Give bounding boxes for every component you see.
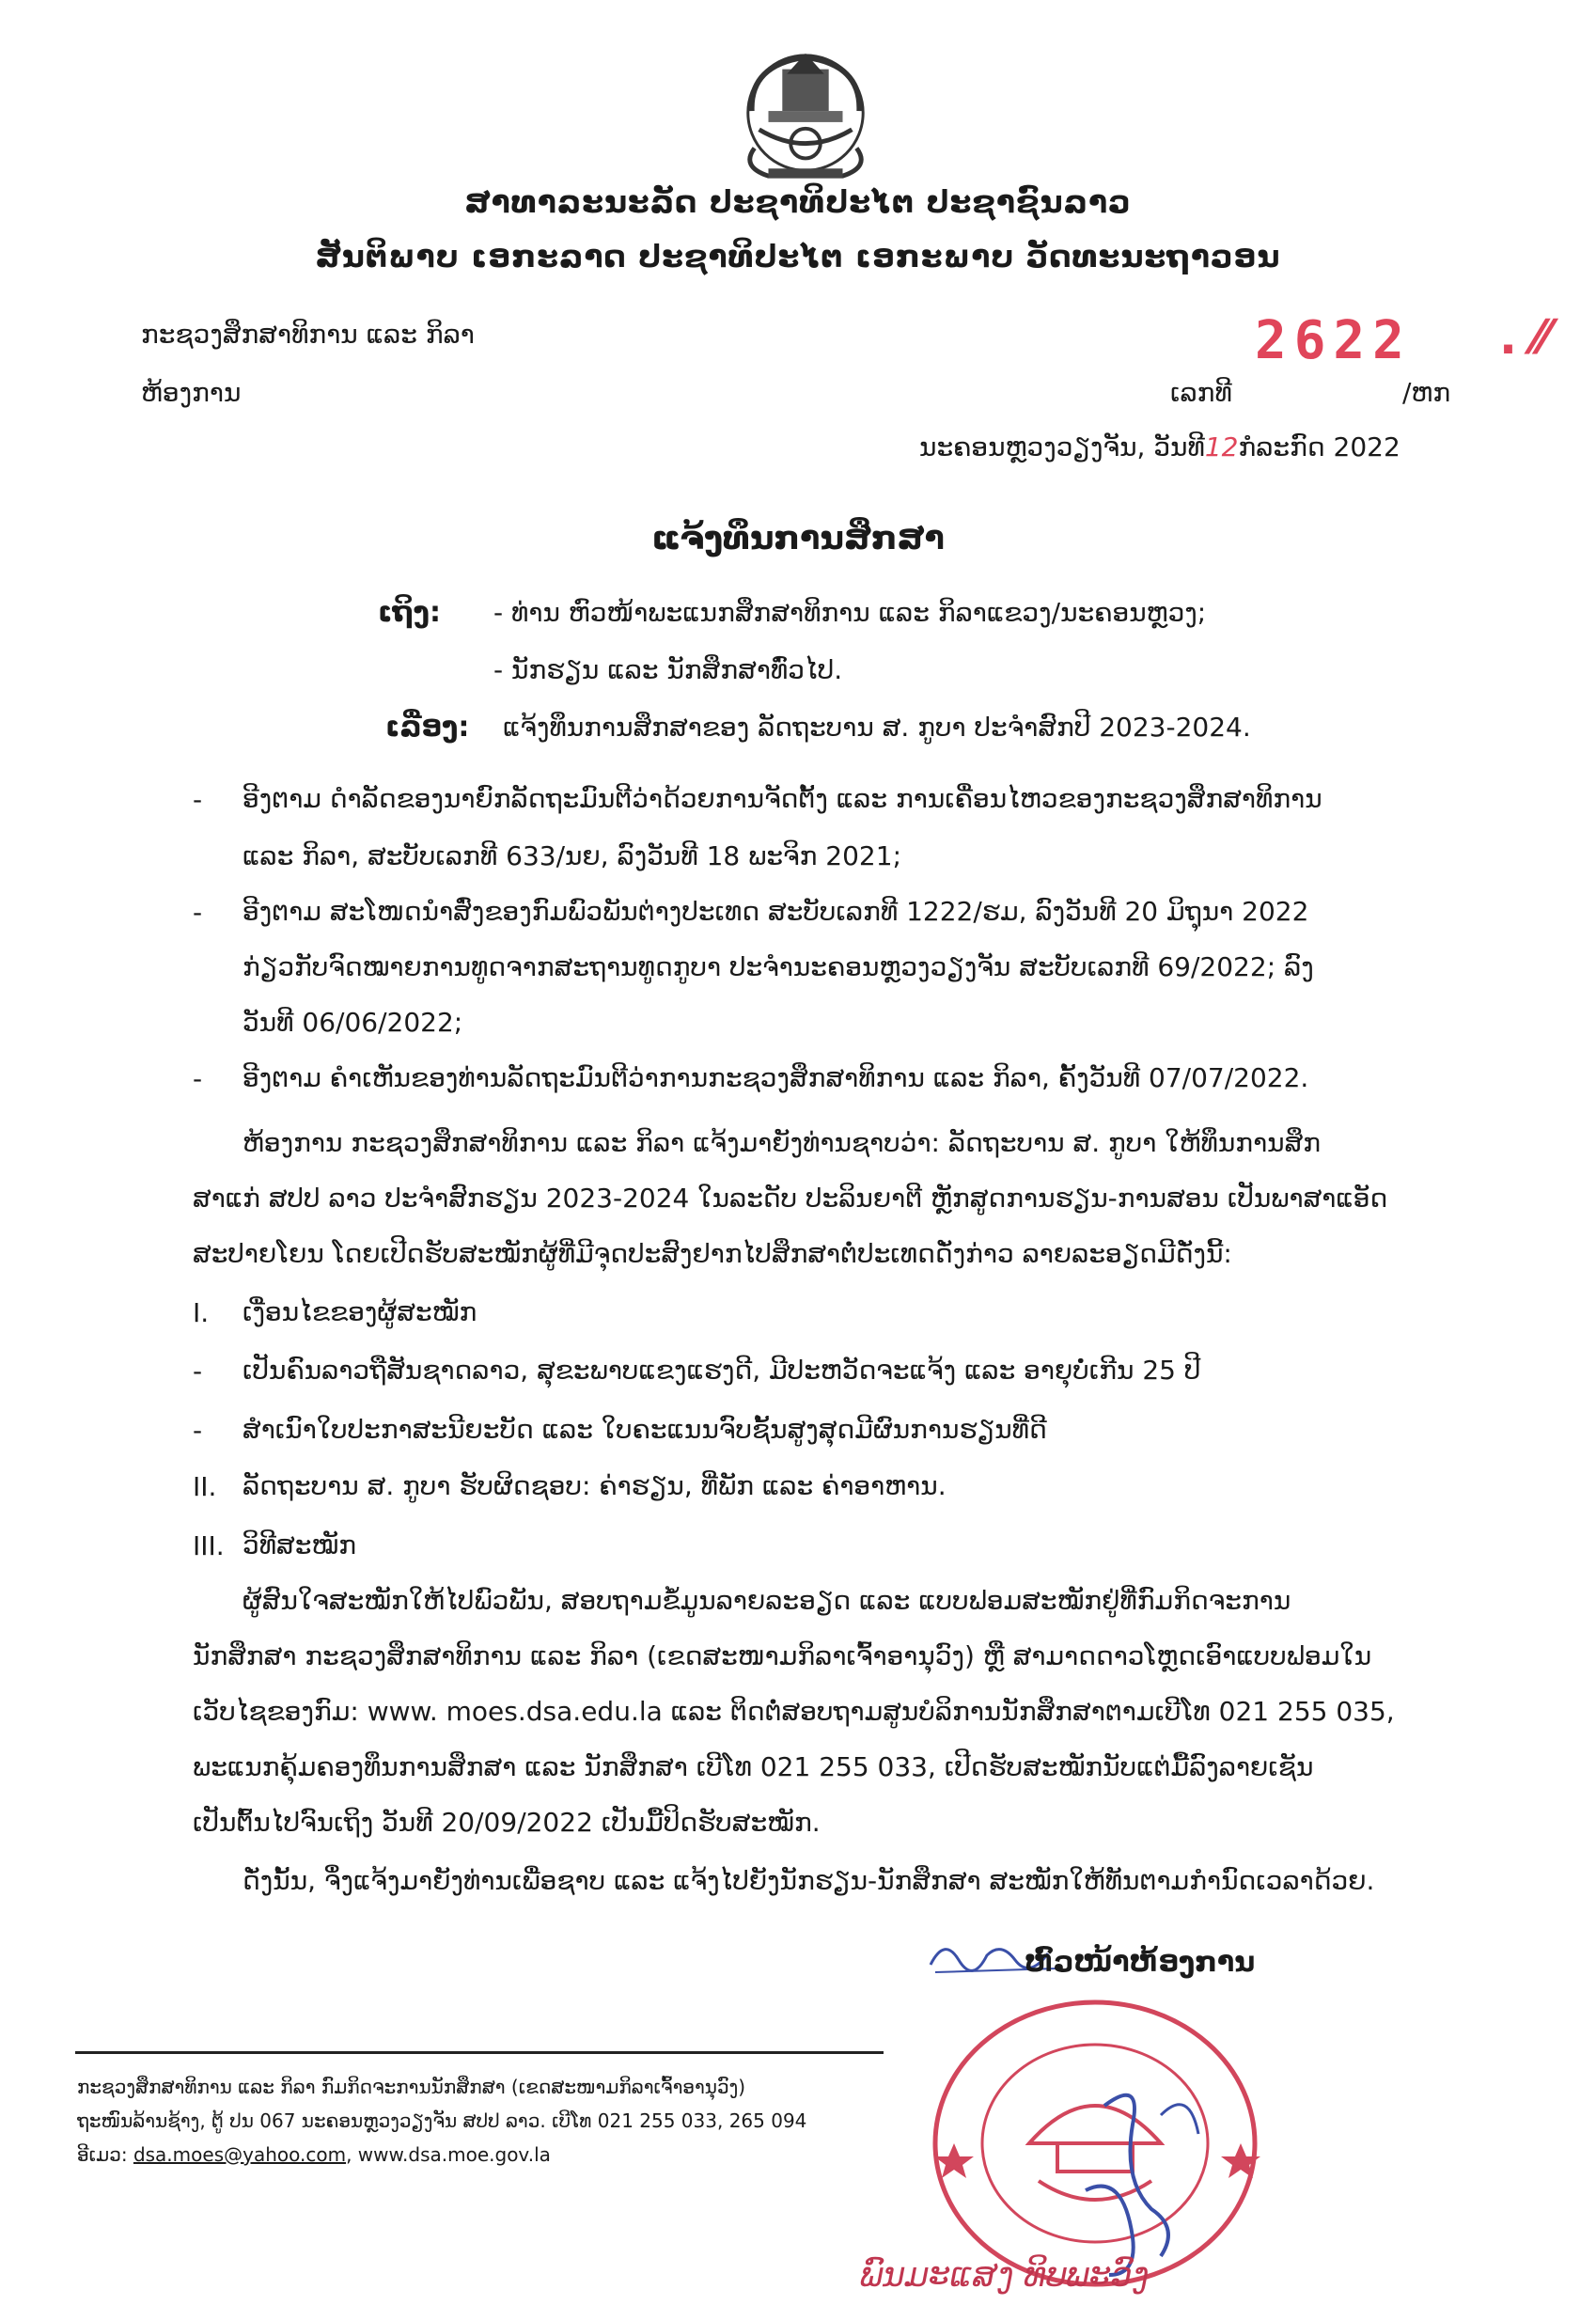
footer-address: ຖະໜົນລ້ານຊ້າງ, ຕູ້ ປນ 067 ນະຄອນຫຼວງວຽງຈັນ ສປປ ລາວ. ເບີໂທ 021 255 033, 265 094 [77,2109,807,2132]
footer-email-label: ອີເມວ: [77,2143,128,2166]
date-line [919,432,1400,463]
section-2-number: II. [193,1471,217,1502]
section-3-number: III. [193,1530,225,1561]
bullet-dash: - [193,784,203,815]
to-label: ເຖິງ: [378,596,441,629]
howto-line-3: ເວັບໄຊຂອງກົມ: www. moes.dsa.edu.la ແລະ ຕິດຕໍ່ສອບຖາມສູນບໍລິການນັກສຶກສາຕາມເບີໂທ 021 255 035, [193,1696,1395,1727]
document-title: ແຈ້ງທຶນການສຶກສາ [651,520,945,557]
footer-contact [77,2143,551,2166]
section-1-number: I. [193,1297,210,1328]
howto-line-5: ເປັນຕົ້ນໄປຈົນເຖິງ ວັນທີ 20/09/2022 ເປັນມື້ປິດຮັບສະໝັກ. [193,1807,821,1838]
reference-2-line-2: ກ່ຽວກັບຈົດໝາຍການທູດຈາກສະຖານທູດກູບາ ປະຈໍານະຄອນຫຼວງວຽງຈັນ ສະບັບເລກທີ 69/2022; ລົງ [243,951,1314,982]
national-motto: ສັນຕິພາບ ເອກະລາດ ປະຊາທິປະໄຕ ເອກະພາບ ວັດທະນະຖາວອນ [315,238,1281,274]
ministry-name: ກະຊວງສຶກສາທິການ ແລະ ກິລາ [141,319,475,350]
reference-1-line-2: ແລະ ກິລາ, ສະບັບເລກທີ 633/ນຍ, ລົງວັນທີ 18 ພະຈິກ 2021; [243,840,901,871]
body-line-3: ສະປາຍໂຍນ ໂດຍເປີດຮັບສະໝັກຜູ້ທີ່ມີຈຸດປະສົງຢາກໄປສຶກສາຕໍ່ປະເທດດັ່ງກ່າວ ລາຍລະອຽດມີດັ່ງນີ້: [193,1238,1232,1269]
section-1-heading: ເງື່ອນໄຂຂອງຜູ້ສະໝັກ [243,1296,477,1327]
reference-1-line-1: ອີງຕາມ ດໍາລັດຂອງນາຍົກລັດຖະມົນຕີວ່າດ້ວຍການຈັດຕັ້ງ ແລະ ການເຄື່ອນໄຫວຂອງກະຊວງສຶກສາທິການ [243,783,1322,814]
date-prefix: ນະຄອນຫຼວງວຽງຈັນ, ວັນທີ [919,431,1205,463]
body-line-1: ຫ້ອງການ ກະຊວງສຶກສາທິການ ແລະ ກິລາ ແຈ້ງມາຍັງທ່ານຊາບວ່າ: ລັດຖະບານ ສ. ກູບາ ໃຫ້ທຶນການສຶກ [243,1127,1322,1158]
signatory-name: ພົນມະແສງ ທິບພະວົງ [860,2256,1149,2295]
bullet-dash: - [193,1063,203,1094]
requirement-1: ເປັນຄົນລາວຖືສັນຊາດລາວ, ສຸຂະພາບແຂງແຮງດີ, ມີປະຫວັດຈະແຈ້ງ ແລະ ອາຍຸບໍ່ເກີນ 25 ປີ [243,1355,1201,1386]
reference-2-line-3: ວັນທີ 06/06/2022; [243,1007,463,1038]
footer-email-link[interactable]: dsa.moes@yahoo.com [133,2143,347,2166]
bullet-dash: - [193,897,203,928]
subject-label: ເລື່ອງ: [385,711,470,744]
subject-text: ແຈ້ງທຶນການສຶກສາຂອງ ລັດຖະບານ ສ. ກູບາ ປະຈໍາສົກປີ 2023-2024. [503,712,1251,743]
stamp-dot: . ⁄⁄ [1499,310,1550,365]
howto-line-4: ພະແນກຄຸ້ມຄອງທຶນການສຶກສາ ແລະ ນັກສຶກສາ ເບີໂທ 021 255 033, ເປີດຮັບສະໝັກນັບແຕ່ມື້ລົງລາຍເຊັນ [193,1751,1314,1782]
howto-line-1: ຜູ້ສົນໃຈສະໝັກໃຫ້ໄປພົວພັນ, ສອບຖາມຂໍ້ມູນລາຍລະອຽດ ແລະ ແບບຟອມສະໝັກຢູ່ທີ່ກົມກິດຈະການ [243,1585,1291,1616]
reference-label: ເລກທີ [1170,377,1232,408]
recipient-2: - ນັກຮຽນ ແລະ ນັກສຶກສາທົ່ວໄປ. [493,654,843,685]
office-name: ຫ້ອງການ [141,377,242,408]
reference-3-line-1: ອີງຕາມ ຄໍາເຫັນຂອງທ່ານລັດຖະມົນຕີວ່າການກະຊວງສຶກສາທິການ ແລະ ກິລາ, ຄັ້ງວັນທີ 07/07/2022. [243,1062,1309,1093]
bullet-dash: - [193,1356,203,1387]
reference-number-stamp: 2622 [1255,310,1412,371]
official-seal [916,1993,1278,2298]
footer-website[interactable]: , www.dsa.moe.gov.la [346,2143,551,2166]
howto-line-2: ນັກສຶກສາ ກະຊວງສຶກສາທິການ ແລະ ກິລາ (ເຂດສະໜາມກິລາເຈົ້າອານຸວົງ) ຫຼື ສາມາດດາວໂຫຼດເອົາແບບຟອມໃນ [193,1640,1372,1671]
bullet-dash: - [193,1415,203,1446]
section-2-text: ລັດຖະບານ ສ. ກູບາ ຮັບຜິດຊອບ: ຄ່າຮຽນ, ທີ່ພັກ ແລະ ຄ່າອາຫານ. [243,1470,947,1501]
republic-title: ສາທາລະນະລັດ ປະຊາທິປະໄຕ ປະຊາຊົນລາວ [464,183,1132,220]
requirement-2: ສໍາເນົາໃບປະກາສະນີຍະບັດ ແລະ ໃບຄະແນນຈົບຊັ້ນສູງສຸດມີຜົນການຮຽນທີ່ດີ [243,1414,1047,1445]
lao-national-emblem [731,45,880,186]
body-line-2: ສາແກ່ ສປປ ລາວ ປະຈໍາສົກຮຽນ 2023-2024 ໃນລະດັບ ປະລິນຍາຕີ ຫຼັກສູດການຮຽນ-ການສອນ ເປັນພາສາແອັດ [193,1183,1388,1214]
closing-line: ດັ່ງນັ້ນ, ຈຶ່ງແຈ້ງມາຍັງທ່ານເພື່ອຊາບ ແລະ ແຈ້ງໄປຍັງນັກຮຽນ-ນັກສຶກສາ ສະໝັກໃຫ້ທັນຕາມກໍານົດເວລາດ້ວຍ. [243,1865,1375,1896]
reference-2-line-1: ອີງຕາມ ສະໂໜດນໍາສົ່ງຂອງກົມພົວພັນຕ່າງປະເທດ ສະບັບເລກທີ 1222/ຮມ, ລົງວັນທີ 20 ມິຖຸນາ 2022 [243,896,1309,927]
footer-divider [75,2051,884,2054]
section-3-heading: ວິທີສະໝັກ [243,1529,357,1560]
footer-department: ກະຊວງສຶກສາທິການ ແລະ ກິລາ ກົມກິດຈະການນັກສຶກສາ (ເຂດສະໜາມກິລາເຈົ້າອານຸວົງ) [77,2076,746,2098]
reference-suffix: /ຫກ [1402,377,1451,408]
date-day: 12 [1204,431,1239,463]
recipient-1: - ທ່ານ ຫົວໜ້າພະແນກສຶກສາທິການ ແລະ ກິລາແຂວງ/ນະຄອນຫຼວງ; [493,597,1207,628]
signatory-title: ຫົວໜ້າຫ້ອງການ [1025,1946,1256,1979]
date-suffix: ກໍລະກົດ 2022 [1238,431,1400,463]
